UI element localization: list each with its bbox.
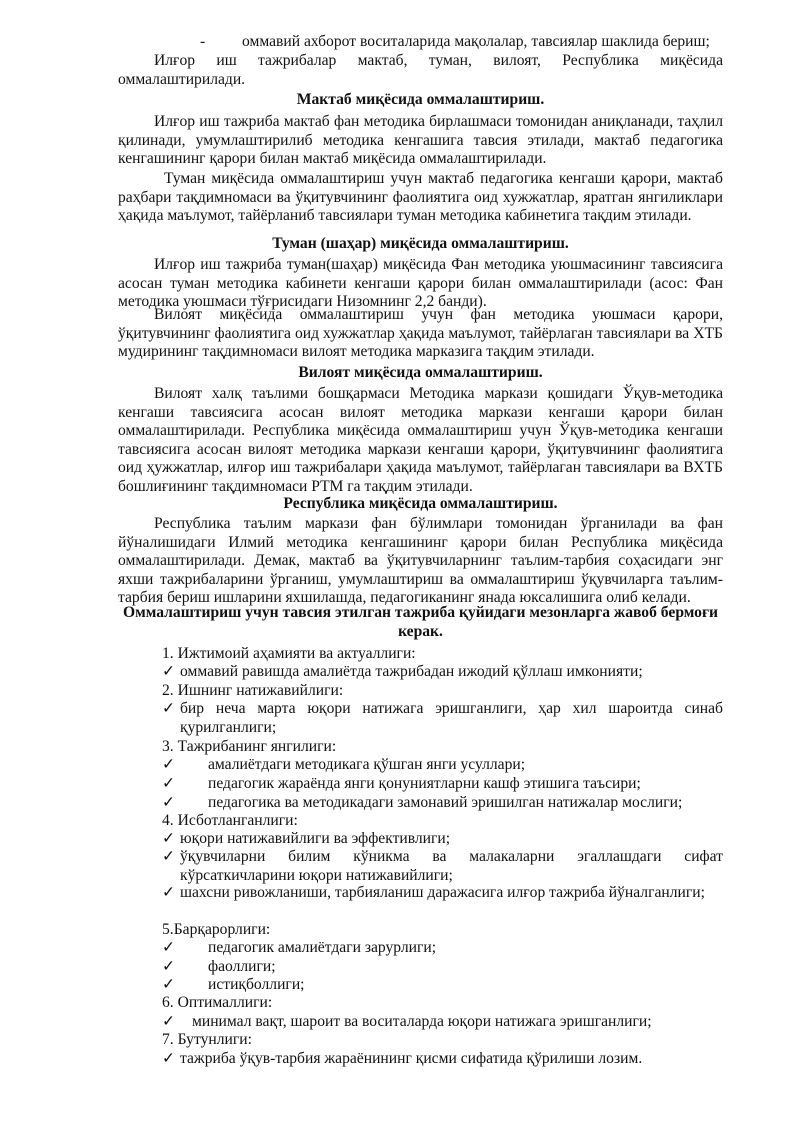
check-item-text: ўқувчиларни билим кўникма ва малакаларни эгаллашдаги сифат кўрсаткичларини юқори натижавийлиги; (180, 848, 723, 884)
check-icon: ✓ (162, 1013, 176, 1030)
check-item (162, 958, 723, 977)
check-icon: ✓ (162, 1050, 176, 1067)
check-item (162, 1013, 723, 1032)
criterion-title-1: 1. Ижтимоий аҳамияти ва актуаллиги: (162, 645, 416, 662)
check-item (162, 775, 723, 794)
check-icon: ✓ (162, 830, 176, 847)
check-item-text: педагогик амалиётдаги зарурлиги; (208, 939, 437, 956)
check-item (162, 1050, 723, 1069)
section-heading-school: Мактаб миқёсида оммалаштириш. (296, 91, 545, 108)
criterion-title-4: 4. Исботланганлиги: (162, 812, 298, 829)
check-item-text: педагогик жараёнда янги қонуниятларни кашф этишига таъсири; (208, 775, 641, 792)
check-item (162, 756, 723, 775)
check-item-text: фаоллиги; (208, 958, 276, 975)
criterion-title-5: 5.Барқарорлиги: (162, 921, 271, 938)
check-icon: ✓ (162, 663, 176, 680)
intro-paragraph: Илғор иш тажрибалар мактаб, туман, вилоят, Республика миқёсида оммалаштирилади. (118, 52, 723, 88)
dash-item-text: оммавий ахборот воситаларида мақолалар, тавсиялар шаклида бериш; (242, 33, 710, 50)
check-item (162, 976, 723, 995)
check-icon: ✓ (162, 775, 176, 792)
criterion-title-3: 3. Тажрибанинг янгилиги: (162, 738, 337, 755)
check-item-text: юқори натижавийлиги ва эффективлиги; (180, 830, 451, 847)
section-district-paragraph-1: Илғор иш тажриба туман(шаҳар) миқёсида Фан методика уюшмасининг тавсиясига асосан туман методика кабинети кенгаши қарори билан оммалаштирилади (асос: Фан методика уюшмаси тўғрисидаги Низомнинг 2,2 банди). (118, 256, 723, 311)
check-icon: ✓ (162, 958, 176, 975)
section-school-paragraph-1: Илғор иш тажриба мактаб фан методика бирлашмаси томонидан аниқланади, таҳлил қилинади, умумлаштирилиб методика кенгашига тавсия этилади, мактаб педагогика кенгашининг қарори билан мактаб миқёсида оммалаштирилади. (118, 113, 723, 168)
check-item (162, 663, 723, 682)
check-item (162, 884, 723, 903)
check-item-text: истиқболлиги; (208, 976, 305, 993)
section-republic-paragraph: Республика таълим маркази фан бўлимлари томонидан ўрганилади ва фан йўналишидаги Илмий методика кенгашининг қарори билан Республика миқёсида оммалаштирилади. Демак, мактаб ва ўқитувчиларнинг таълим-тарбия соҳасидаги энг яхши тажрибаларини ўрганиш, умумлаштириш ва оммалаштириш ўқувчиларга таълим-тарбия бериш ишларини яхшилашда, педагогиканинг янада юксалишига олиб келади. (118, 515, 723, 607)
check-item-text: педагогика ва методикадаги замонавий эришилган натижалар мослиги; (208, 794, 683, 811)
section-district-paragraph-2: Вилоят миқёсида оммалаштириш учун фан методика уюшмаси қарори, ўқитувчининг фаолиятига оид хужжатлар ҳақида маълумот, тайёрлаган тавсиялари ва ХТБ мудирининг тақдимномаси вилоят методика марказига тақдим этилади. (118, 306, 723, 361)
check-icon: ✓ (162, 700, 176, 717)
criterion-title-2: 2. Ишнинг натижавийлиги: (162, 682, 344, 699)
check-icon: ✓ (162, 756, 176, 773)
section-school-paragraph-2: Туман миқёсида оммалаштириш учун мактаб педагогика кенгаши қарори, мактаб раҳбари тақдимномаси ва ўқитувчининг фаолиятига оид хужжатлар, яратган янгиликлари ҳақида маълумот, тайёрланиб тавсиялари туман методика кабинетига тақдим этилади. (118, 170, 723, 225)
check-item (162, 830, 723, 849)
criterion-title-6: 6. Оптималлиги: (162, 994, 273, 1011)
dash-marker: - (200, 33, 206, 50)
criterion-title-7: 7. Бутунлиги: (162, 1031, 252, 1048)
check-item (162, 939, 723, 958)
check-icon: ✓ (162, 848, 176, 865)
check-icon: ✓ (162, 976, 176, 993)
check-icon: ✓ (162, 794, 176, 811)
check-item (162, 848, 723, 885)
check-item-text: минимал вақт, шароит ва воситаларда юқори натижага эришганлиги; (192, 1013, 652, 1030)
check-item-text: тажриба ўқув-тарбия жараёнининг қисми сифатида қўрилиши лозим. (180, 1050, 643, 1067)
check-item-text: амалиётдаги методикага қўшган янги усуллари; (208, 756, 526, 773)
section-heading-district: Туман (шаҳар) миқёсида оммалаштириш. (272, 235, 569, 252)
section-heading-republic: Республика миқёсида оммалаштириш. (283, 495, 558, 512)
section-heading-region: Вилоят миқёсида оммалаштириш. (298, 364, 543, 381)
check-icon: ✓ (162, 884, 176, 901)
check-item-text: оммавий равишда амалиётда тажрибадан ижодий қўллаш имконияти; (180, 663, 643, 680)
criteria-heading: Оммалаштириш учун тавсия этилган тажриба қуйидаги мезонларга жавоб бермоғи керак. (122, 604, 719, 640)
check-icon: ✓ (162, 939, 176, 956)
section-region-paragraph: Вилоят халқ таълими бошқармаси Методика маркази қошидаги Ўқув-методика кенгаши тавсиясига асосан вилоят методика маркази кенгаши қарори билан оммалаштирилади. Республика миқёсида оммалаштириш учун Ўқув-методика кенгаши тавсиясига асосан вилоят методика маркази кенгаши қарори, ўқитувчининг фаолиятига оид ҳужжатлар, илғор иш тажрибалари ҳақида маълумот, тайёрлаган тавсиялари ва ВХТБ бошлиғининг тақдимномаси РТМ га тақдим этилади. (118, 385, 723, 495)
check-item-text: шахсни ривожланиши, тарбияланиш даражасига илғор тажриба йўналганлиги; (180, 884, 705, 901)
check-item-text: бир неча марта юқори натижага эришганлиги, ҳар хил шароитда синаб қурилганлиги; (180, 700, 723, 736)
check-item (162, 794, 723, 813)
check-item (162, 700, 723, 737)
